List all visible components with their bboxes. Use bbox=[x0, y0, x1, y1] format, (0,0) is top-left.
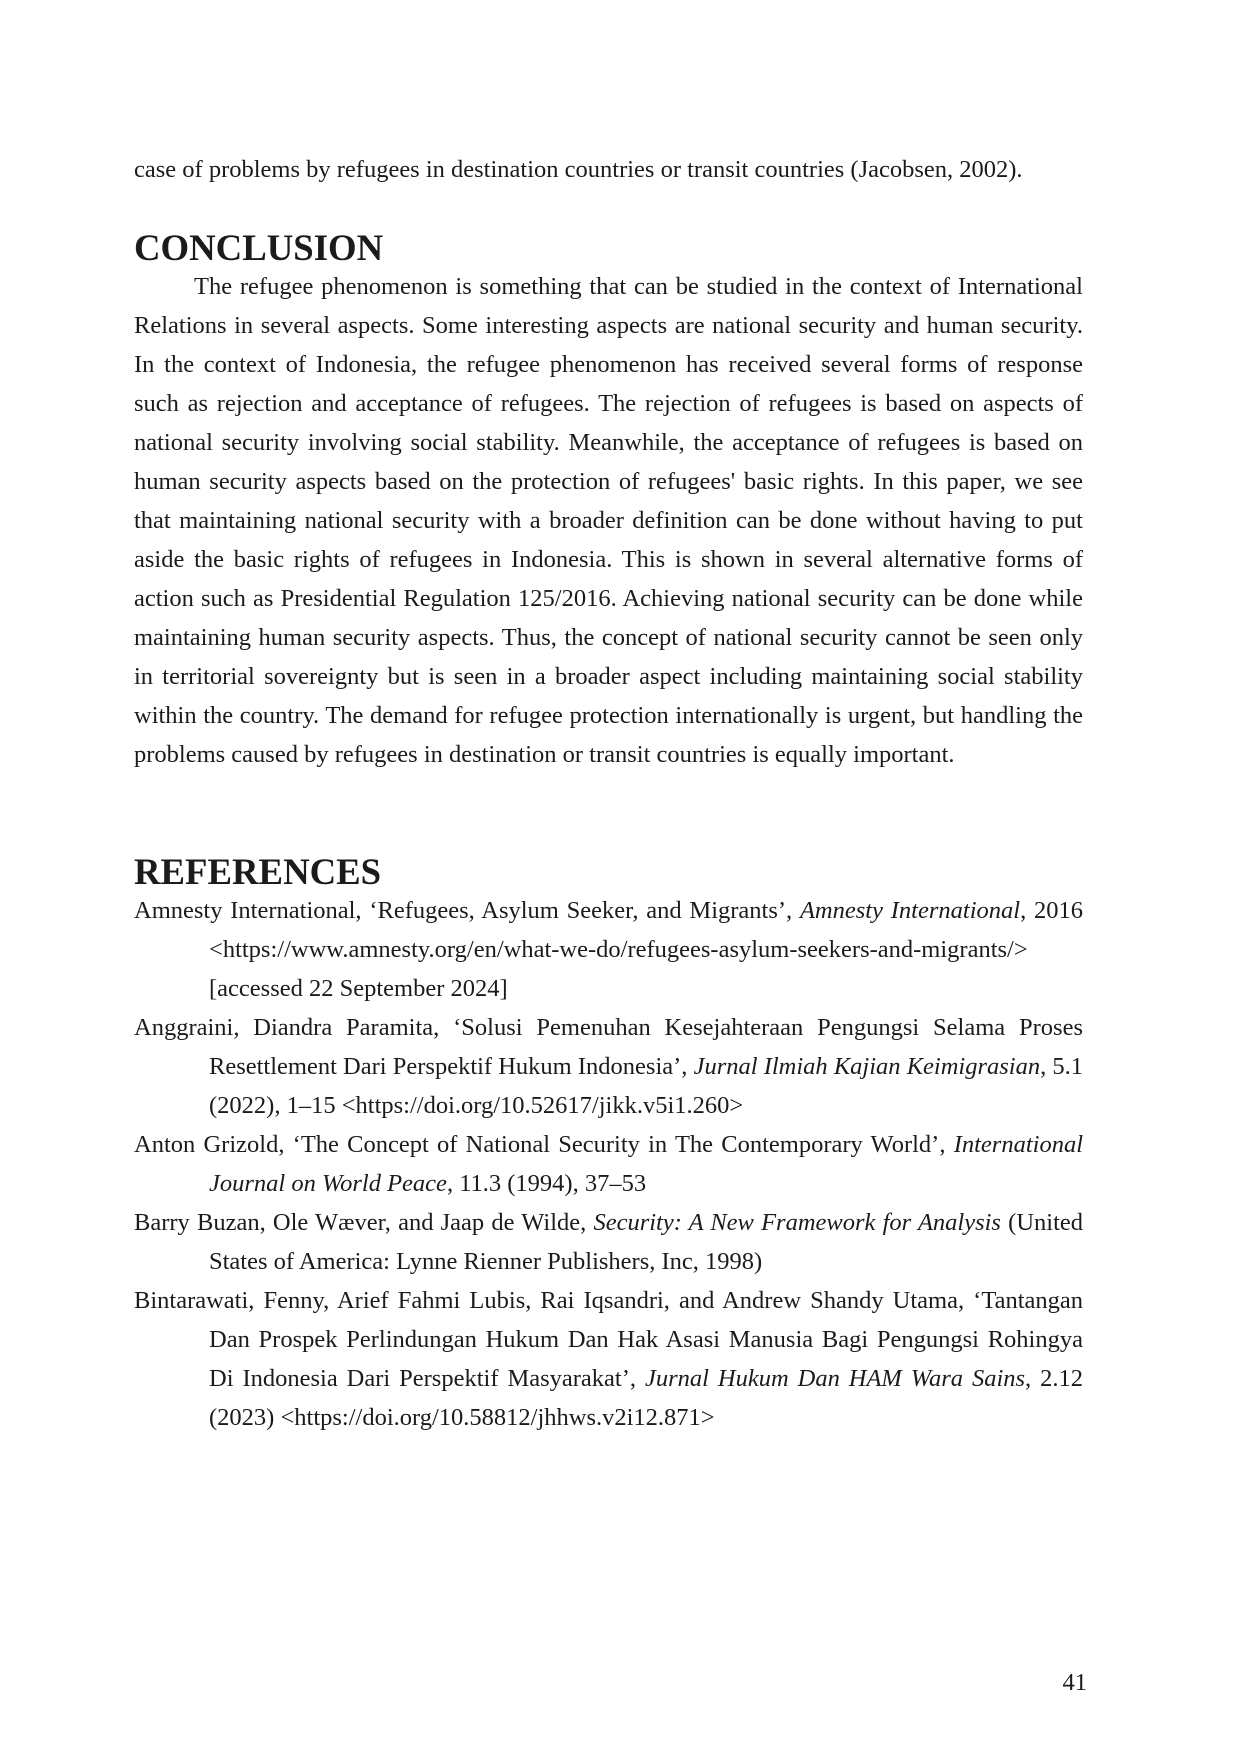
reference-details: , 2016 <https://www.amnesty.org/en/what-we-do/refugees-asylum-seekers-and-migrants/> [accessed 22 September 2024] bbox=[209, 897, 1084, 1002]
reference-item bbox=[134, 1203, 1083, 1281]
reference-source: Security: A New Framework for Analysis bbox=[593, 1209, 1001, 1236]
reference-item bbox=[134, 1281, 1083, 1437]
reference-source: Jurnal Hukum Dan HAM Wara Sains bbox=[644, 1365, 1026, 1392]
reference-details: , 11.3 (1994), 37–53 bbox=[446, 1170, 647, 1197]
reference-source: Jurnal Ilmiah Kajian Keimigrasian bbox=[693, 1053, 1041, 1080]
reference-text: Bintarawati, Fenny, Arief Fahmi Lubis, Rai Iqsandri, and Andrew Shandy Utama, ‘Tantangan Dan Prospek Perlindungan Hukum Dan Hak Asasi Manusia Bagi Pengungsi Rohingya Di Indonesia Dari Perspektif Masyarakat’, bbox=[134, 1287, 1083, 1392]
reference-details: , 2.12 (2023) <https://doi.org/10.58812/jhhws.v2i12.871> bbox=[209, 1365, 1084, 1431]
references-heading: REFERENCES bbox=[134, 851, 382, 892]
reference-source: International Journal on World Peace bbox=[209, 1131, 1083, 1197]
reference-item bbox=[134, 1008, 1083, 1125]
reference-details: (United States of America: Lynne Rienner Publishers, Inc, 1998) bbox=[209, 1209, 1083, 1275]
reference-text: Anton Grizold, ‘The Concept of National Security in The Contemporary World’, bbox=[134, 1131, 954, 1158]
reference-list bbox=[134, 891, 1083, 1437]
conclusion-paragraph: The refugee phenomenon is something that can be studied in the context of International Relations in several aspects. Some interesting aspects are national security and human security. In the context of Indonesia, the refugee phenomenon has received several forms of response such as rejection and acceptance of refugees. The rejection of refugees is based on aspects of national security involving social stability. Meanwhile, the acceptance of refugees is based on human security aspects based on the protection of refugees' basic rights. In this paper, we see that maintaining national security with a broader definition can be done without having to put aside the basic rights of refugees in Indonesia. This is shown in several alternative forms of action such as Presidential Regulation 125/2016. Achieving national security can be done while maintaining human security aspects. Thus, the concept of national security cannot be seen only in territorial sovereignty but is seen in a broader aspect including maintaining social stability within the country. The demand for refugee protection internationally is urgent, but handling the problems caused by refugees in destination or transit countries is equally important. bbox=[134, 273, 1083, 768]
conclusion-heading: CONCLUSION bbox=[134, 227, 384, 268]
reference-details: , 5.1 (2022), 1–15 <https://doi.org/10.52617/jikk.v5i1.260> bbox=[209, 1053, 1083, 1119]
reference-text: Barry Buzan, Ole Wæver, and Jaap de Wilde, bbox=[134, 1209, 594, 1236]
reference-text: Anggraini, Diandra Paramita, ‘Solusi Pemenuhan Kesejahteraan Pengungsi Selama Proses Resettlement Dari Perspektif Hukum Indonesia’, bbox=[134, 1014, 1083, 1080]
page-number: 41 bbox=[1062, 1669, 1087, 1696]
reference-source: Amnesty International bbox=[799, 897, 1021, 924]
intro-paragraph: case of problems by refugees in destination countries or transit countries (Jacobsen, 2002). bbox=[134, 156, 1023, 183]
reference-item bbox=[134, 1125, 1083, 1203]
reference-item bbox=[134, 891, 1083, 1008]
reference-text: Amnesty International, ‘Refugees, Asylum Seeker, and Migrants’, bbox=[134, 897, 800, 924]
page-body bbox=[134, 150, 1083, 1437]
